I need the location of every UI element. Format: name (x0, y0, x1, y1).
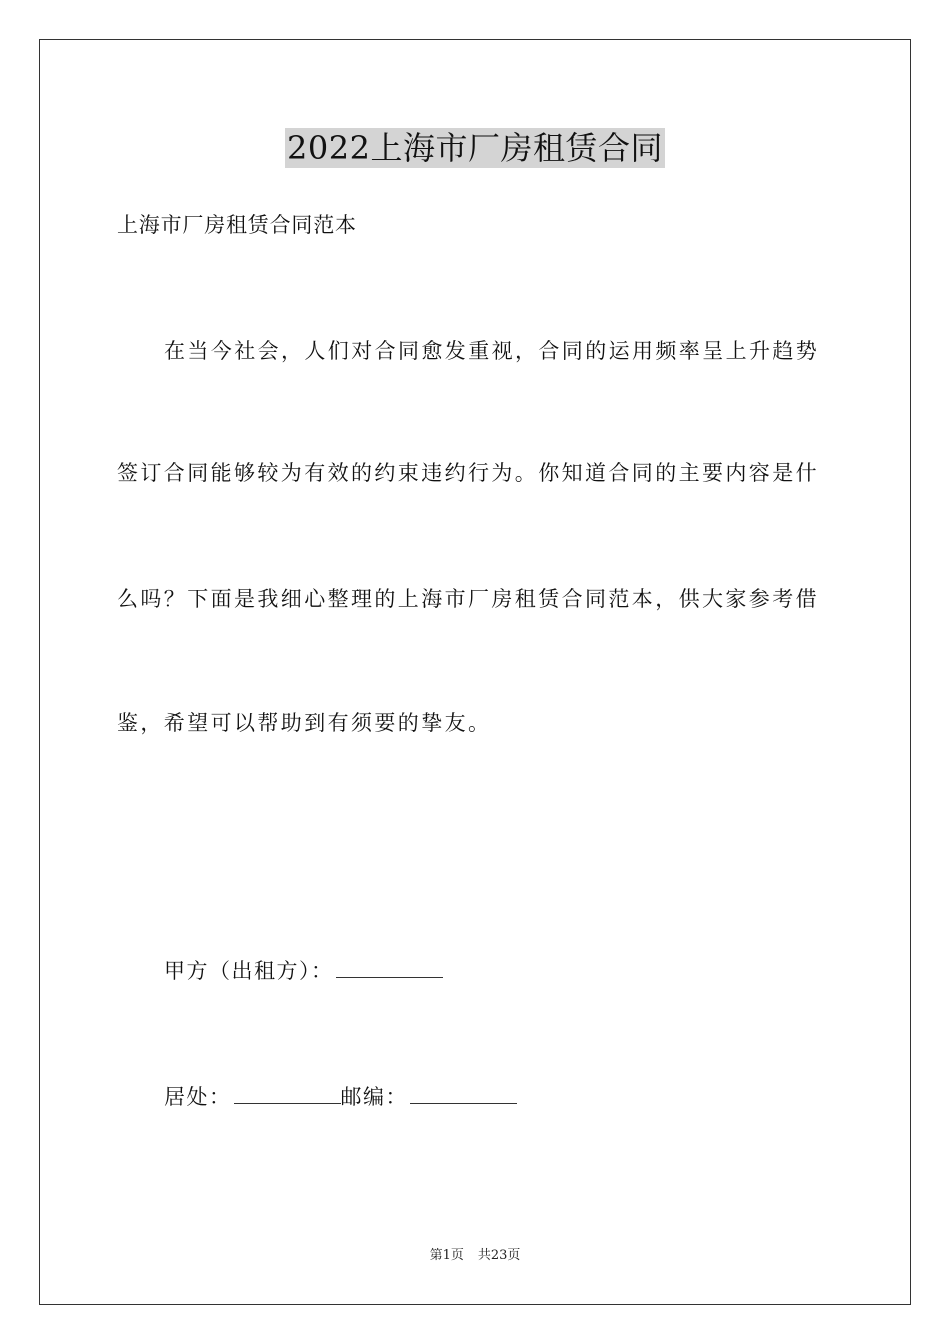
intro-line-2: 签订合同能够较为有效的约束违约行为。你知道合同的主要内容是什 (117, 461, 819, 485)
intro-line-4: 鉴，希望可以帮助到有须要的挚友。 (117, 711, 492, 735)
intro-line-3: 么吗？下面是我细心整理的上海市厂房租赁合同范本，供大家参考借 (117, 587, 819, 611)
intro-line-1: 在当今社会，人们对合同愈发重视，合同的运用频率呈上升趋势 (164, 339, 820, 363)
postcode-label: 邮编： (340, 1085, 408, 1109)
page-total: 共23页 (477, 1248, 521, 1263)
address-blank[interactable] (234, 1085, 341, 1104)
page-footer (0, 1246, 950, 1266)
title-container (0, 128, 950, 168)
page-current: 第1页 (429, 1248, 464, 1263)
party-a-label: 甲方（出租方）： (164, 959, 334, 983)
postcode-blank[interactable] (410, 1085, 517, 1104)
document-subtitle: 上海市厂房租赁合同范本 (117, 213, 357, 237)
party-a-field (164, 956, 443, 986)
document-title: 2022上海市厂房租赁合同 (287, 129, 663, 167)
address-label: 居处： (164, 1085, 232, 1109)
address-postcode-field (164, 1082, 517, 1112)
party-a-blank[interactable] (336, 959, 443, 978)
